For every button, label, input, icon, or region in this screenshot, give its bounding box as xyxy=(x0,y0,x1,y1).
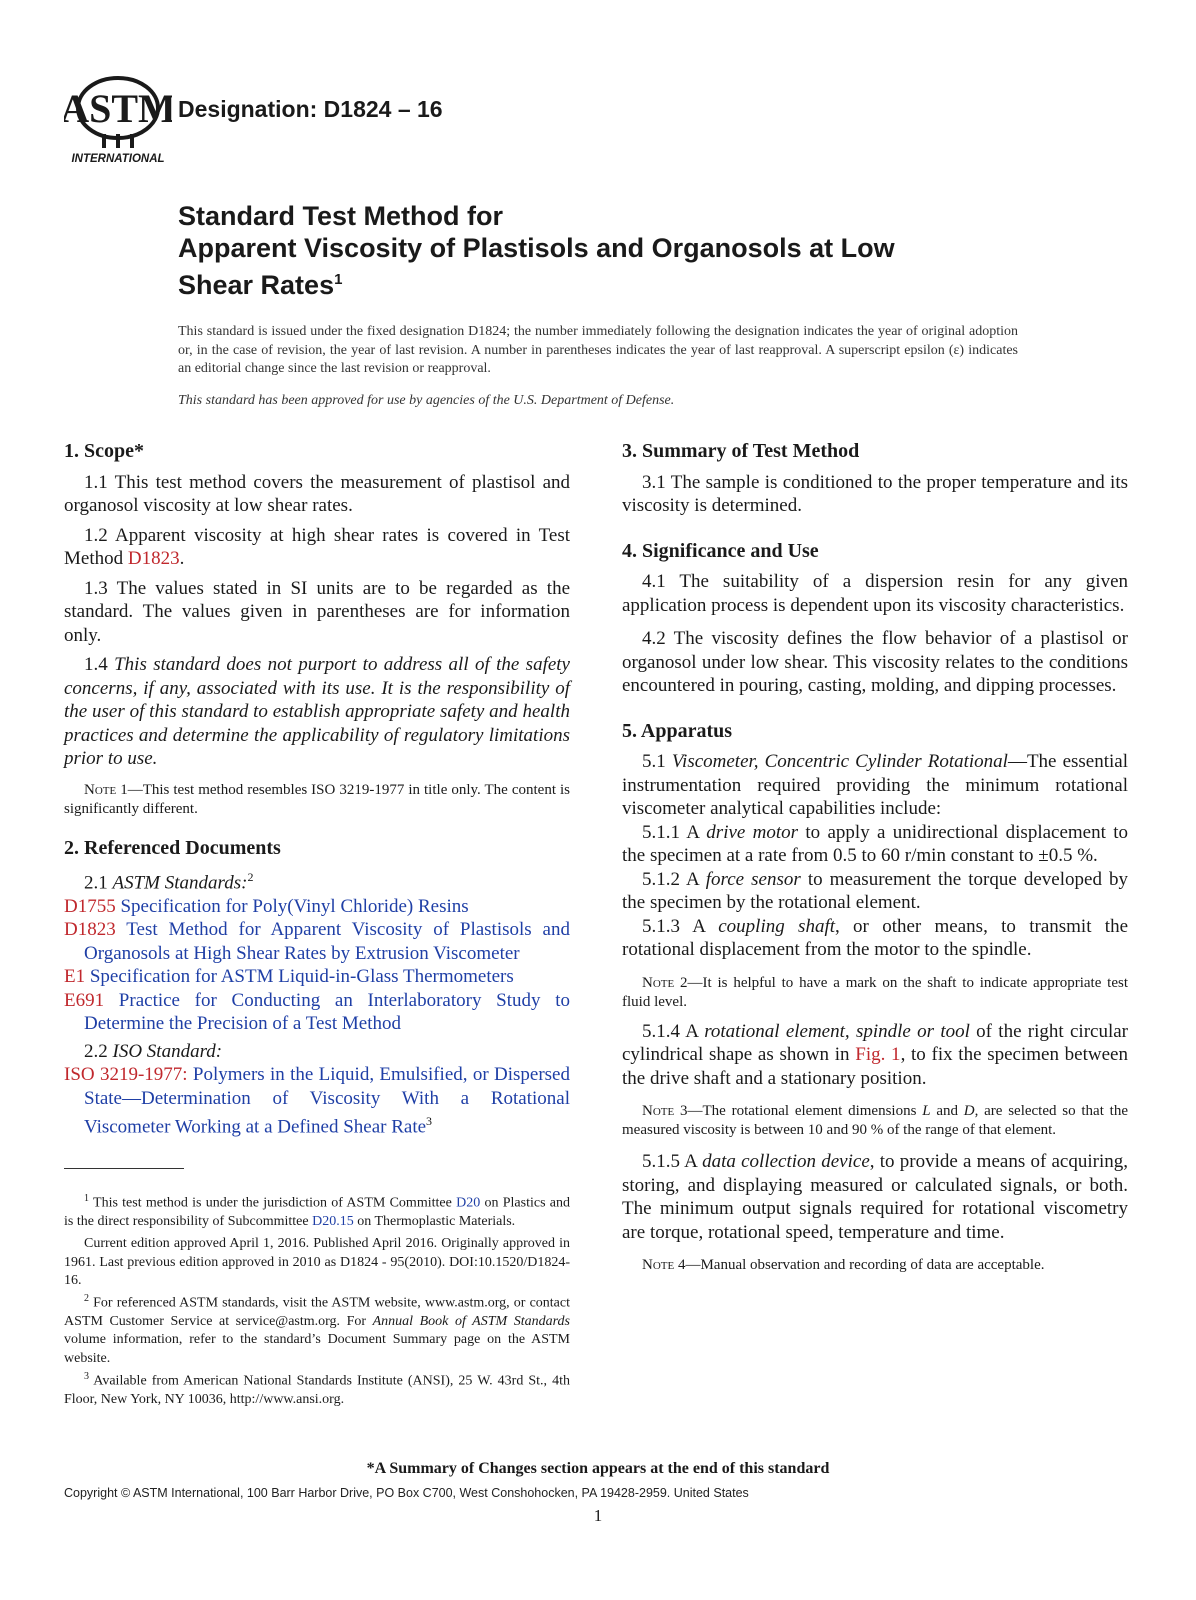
para-4-1: 4.1 The suitability of a dispersion resin for any given application process is dependent upon its viscosity characteristics. xyxy=(622,571,1128,616)
para-5-1-5: 5.1.5 A data collection device, to provide a means of acquiring, storing, and displaying measured or calculated signals, or both. The minimum output signals required for rotational viscometry are torque, rotational speed, temperature and time. xyxy=(622,1151,1129,1243)
footnote-1: $^1$ This test method is under the jurisdiction of ASTM Committee D20 on Plastics and is the direct responsibility of Subcommittee D20.15 on Thermoplastic Materials. xyxy=(64,1193,570,1229)
footnote-2: $^2$ For referenced ASTM standards, visit the ASTM website, www.astm.org, or contact ASTM Customer Service at service@astm.org. For Annual Book of ASTM Standards volume information, refer to the standard’s Document Summary page on the ASTM website. xyxy=(64,1293,570,1366)
section-4-heading: 4. Significance and Use xyxy=(622,539,819,562)
para-1-4: 1.4 This standard does not purport to address all of the safety concerns, if any, associated with its use. It is the responsibility of the user of this standard to establish appropriate safety and health practices and determine the applicability of regulatory limitations prior to use. xyxy=(64,654,570,769)
footnote-edition: Current edition approved April 1, 2016. Published April 2016. Originally approved in 1961. Last previous edition approved in 2010 as D1824 - 95(2010). DOI:10.1520/D1824-16. xyxy=(64,1236,570,1288)
document-title xyxy=(178,200,895,301)
designation: Designation: D1824 – 16 xyxy=(178,96,443,122)
section-5-heading: 5. Apparatus xyxy=(622,719,733,742)
para-1-2: 1.2 Apparent viscosity at high shear rates is covered in Test Method D1823. xyxy=(64,524,570,569)
logo-wordmark: INTERNATIONAL xyxy=(71,153,165,165)
link-d20[interactable]: D20 xyxy=(456,1195,481,1211)
section-2-heading: 2. Referenced Documents xyxy=(64,836,281,859)
para-5-1-2: 5.1.2 A force sensor to measurement the torque developed by the specimen by the rotational element. xyxy=(622,868,1129,913)
para-2-2: 2.2 ISO Standard: xyxy=(84,1040,223,1062)
astm-reference-list xyxy=(64,895,570,1036)
para-1-1: 1.1 This test method covers the measurement of plastisol and organosol viscosity at low shear rates. xyxy=(64,471,570,516)
section-3-heading: 3. Summary of Test Method xyxy=(622,440,860,462)
title-line-1: Standard Test Method for xyxy=(178,201,504,231)
astm-logo-mark xyxy=(64,72,172,168)
footnote-rule xyxy=(64,1168,184,1169)
ref-e691[interactable]: E691 Practice for Conducting an Interlaboratory Study to Determine the Precision of a Test Method xyxy=(64,989,570,1035)
ref-d1823[interactable]: D1823 Test Method for Apparent Viscosity of Plastisols and Organosols at High Shear Rates by Extrusion Viscometer xyxy=(64,919,570,964)
page-number: 1 xyxy=(593,1506,603,1525)
summary-of-changes-notice: *A Summary of Changes section appears at the end of this standard xyxy=(366,1460,830,1477)
issuance-statement: This standard is issued under the fixed designation D1824; the number immediately following the designation indicates the year of original adoption or, in the case of revision, the year of last revision. A number in parentheses indicates the year of last reapproval. A superscript epsilon (ε) indicates an editorial change since the last revision or reapproval. xyxy=(178,324,1018,376)
note-4: Note 4—Manual observation and recording of data are acceptable. xyxy=(642,1257,1045,1273)
note-1: Note 1—This test method resembles ISO 3219-1977 in title only. The content is significantly different. xyxy=(64,781,570,817)
para-1-3: 1.3 The values stated in SI units are to be regarded as the standard. The values given in parentheses are for information only. xyxy=(64,577,570,646)
para-2-1: 2.1 ASTM Standards:$^2$ xyxy=(84,870,254,894)
ref-e1[interactable]: E1 Specification for ASTM Liquid-in-Glass Thermometers xyxy=(64,966,514,988)
para-4-2: 4.2 The viscosity defines the flow behavior of a plastisol or organosol under low shear. This viscosity relates to the conditions encountered in pouring, casting, molding, and dipping processes. xyxy=(622,628,1128,696)
para-5-1-1: 5.1.1 A drive motor to apply a unidirectional displacement to the specimen at a rate from 0.5 to 60 r/min constant to ±0.5 %. xyxy=(622,821,1129,866)
para-5-1-4: 5.1.4 A rotational element, spindle or tool of the right circular cylindrical shape as shown in Fig. 1, to fix the specimen between the drive shaft and a stationary position. xyxy=(622,1020,1128,1089)
link-d1823[interactable]: D1823 xyxy=(127,548,180,569)
para-5-1: 5.1 Viscometer, Concentric Cylinder Rotational—The essential instrumentation required providing the minimum rotational viscometer analytical capabilities include: xyxy=(622,751,1129,819)
copyright-line: Copyright © ASTM International, 100 Barr Harbor Drive, PO Box C700, West Conshohocken, PA 19428-2959. United States xyxy=(64,1486,749,1500)
note-3: Note 3—The rotational element dimensions L and D, are selected so that the measured viscosity is between 10 and 90 % of the range of that element. xyxy=(622,1103,1128,1138)
dod-approval-statement: This standard has been approved for use by agencies of the U.S. Department of Defense. xyxy=(178,393,675,408)
title-line-2: Apparent Viscosity of Plastisols and Organosols at Low xyxy=(178,233,895,263)
right-column xyxy=(622,440,1128,1275)
ref-d1755[interactable]: D1755 Specification for Poly(Vinyl Chloride) Resins xyxy=(64,895,469,917)
title-footnote-mark: 1 xyxy=(334,271,343,288)
logo-letters: ASTM xyxy=(64,86,172,131)
para-3-1: 3.1 The sample is conditioned to the proper temperature and its viscosity is determined. xyxy=(622,471,1128,516)
para-5-1-3: 5.1.3 A coupling shaft, or other means, to transmit the rotational displacement from the motor to the spindle. xyxy=(622,915,1128,960)
link-fig-1[interactable]: Fig. 1 xyxy=(855,1044,901,1065)
astm-logo xyxy=(64,72,172,168)
ref-iso-3219[interactable]: ISO 3219-1977: Polymers in the Liquid, Emulsified, or Dispersed State—Determination of Viscosity With a Rotational Viscometer Working at a Defined Shear Rate$^3$ xyxy=(64,1064,570,1138)
section-1-heading: 1. Scope* xyxy=(64,440,144,462)
title-line-3: Shear Rates$^1$ xyxy=(178,270,343,300)
note-2: Note 2—It is helpful to have a mark on the shaft to indicate appropriate test fluid level. xyxy=(622,974,1128,1010)
link-d20-15[interactable]: D20.15 xyxy=(312,1213,354,1229)
left-column xyxy=(64,440,570,1139)
footnotes xyxy=(64,1190,570,1409)
footnote-3: $^3$ Available from American National Standards Institute (ANSI), 25 W. 43rd St., 4th Floor, New York, NY 10036, http://www.ansi.org. xyxy=(64,1370,570,1407)
